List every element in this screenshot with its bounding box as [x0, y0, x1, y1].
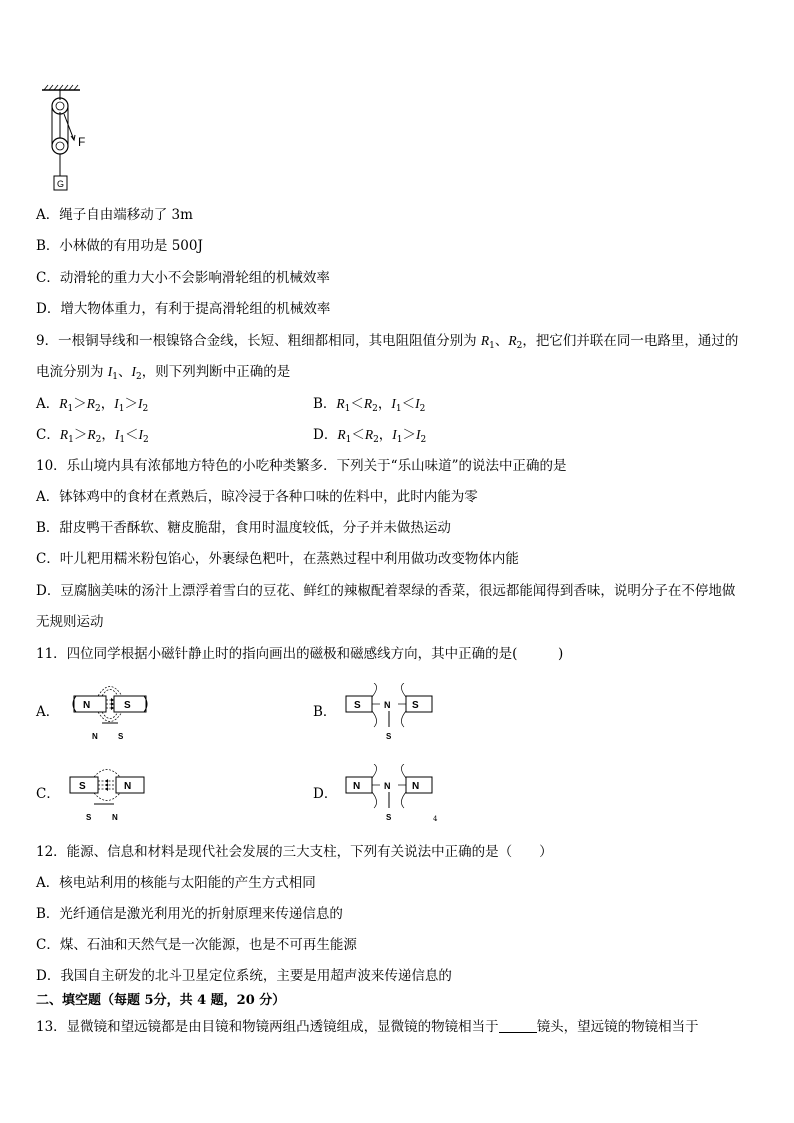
svg-text:N: N	[83, 700, 91, 711]
magnet-figure-a	[68, 683, 152, 743]
svg-text:S: S	[124, 700, 131, 711]
magnet-figure-d	[342, 764, 436, 824]
q11-option-c-label: C．	[36, 786, 60, 802]
svg-text:N: N	[384, 700, 391, 710]
q13-stem: 13．显微镜和望远镜都是由目镜和物镜两组凸透镜组成，显微镜的物镜相当于 镜头，望远镜的物镜相当于	[36, 1019, 699, 1035]
weight-label: G	[57, 179, 65, 189]
q12-option-a: A．核电站利用的核能与太阳能的产生方式相同	[36, 875, 316, 891]
q11-stem: 11．四位同学根据小磁针静止时的指向画出的磁极和磁感线方向，其中正确的是( )	[36, 646, 564, 662]
svg-text:N: N	[124, 781, 132, 792]
q10-option-b: B．甜皮鸭干香酥软、糖皮脆甜，食用时温度较低，分子并未做热运动	[36, 520, 451, 536]
q9-option-a: A．$R_1>R_2$，$I_1>I_2$	[36, 396, 149, 414]
svg-text:S: S	[79, 781, 86, 792]
q10-option-a: A．钵钵鸡中的食材在煮熟后，晾冷浸于各种口味的佐料中，此时内能为零	[36, 489, 478, 505]
pulley-figure	[36, 82, 96, 194]
q10-option-c: C．叶儿粑用糯米粉包馅心，外裹绿色粑叶，在蒸熟过程中利用做功改变物体内能	[36, 551, 519, 567]
q10-option-d-line1: D．豆腐脑美味的汤汁上漂浮着雪白的豆花、鲜红的辣椒配着翠绿的香菜，很远都能闻得到香味，说明分子在不停地做	[36, 583, 736, 599]
svg-text:N: N	[384, 781, 391, 791]
svg-text:S: S	[412, 700, 419, 711]
svg-text:S: S	[354, 700, 361, 711]
q10-option-d-line2: 无规则运动	[36, 614, 104, 630]
force-label: F	[78, 135, 86, 149]
svg-text:S: S	[118, 732, 124, 741]
q9-option-c: C．$R_1>R_2$，$I_1<I_2$	[36, 427, 149, 445]
magnet-figure-b	[342, 683, 436, 743]
q11-option-a-label: A．	[36, 704, 60, 720]
q11-option-d-label: D．	[313, 786, 338, 802]
svg-text:S: S	[386, 813, 392, 822]
q9-stem-line1: 9．一根铜导线和一根镍铬合金线，长短、粗细都相同，其电阻阻值分别为 $R_1$、$R_2$，把它们并联在同一电路里，通过的	[36, 333, 739, 351]
q8-option-a: A．绳子自由端移动了 3m	[36, 207, 193, 223]
svg-text:S: S	[86, 813, 92, 822]
section-title: 二、填空题（每题 5分，共 4 题，20 分）	[36, 993, 286, 1008]
q13-answer-blank[interactable]	[499, 1018, 537, 1033]
svg-text:N: N	[92, 732, 98, 741]
q9-option-b: B．$R_1<R_2$，$I_1<I_2$	[313, 396, 426, 414]
svg-text:N: N	[353, 781, 361, 792]
q8-option-d: D．增大物体重力，有利于提高滑轮组的机械效率	[36, 301, 331, 317]
svg-text:S: S	[386, 732, 392, 741]
q8-option-c: C．动滑轮的重力大小不会影响滑轮组的机械效率	[36, 270, 330, 286]
q8-option-b: B．小林做的有用功是 500J	[36, 238, 203, 254]
q12-stem: 12．能源、信息和材料是现代社会发展的三大支柱，下列有关说法中正确的是（ ）	[36, 844, 553, 860]
page-mark: 4	[433, 815, 438, 823]
q12-option-c: C．煤、石油和天然气是一次能源，也是不可再生能源	[36, 937, 357, 953]
q10-stem: 10．乐山境内具有浓郁地方特色的小吃种类繁多．下列关于“乐山味道”的说法中正确的是	[36, 458, 567, 474]
svg-text:N: N	[112, 813, 118, 822]
q12-option-b: B．光纤通信是激光利用光的折射原理来传递信息的	[36, 906, 343, 922]
svg-text:N: N	[412, 781, 420, 792]
q12-option-d: D．我国自主研发的北斗卫星定位系统，主要是用超声波来传递信息的	[36, 968, 452, 984]
magnet-figure-c	[64, 764, 152, 824]
q11-option-b-label: B．	[313, 704, 337, 720]
q9-option-d: D．$R_1<R_2$，$I_1>I_2$	[313, 427, 427, 445]
q9-stem-line2: 电流分别为 $I_1$、$I_2$，则下列判断中正确的是	[36, 364, 291, 382]
